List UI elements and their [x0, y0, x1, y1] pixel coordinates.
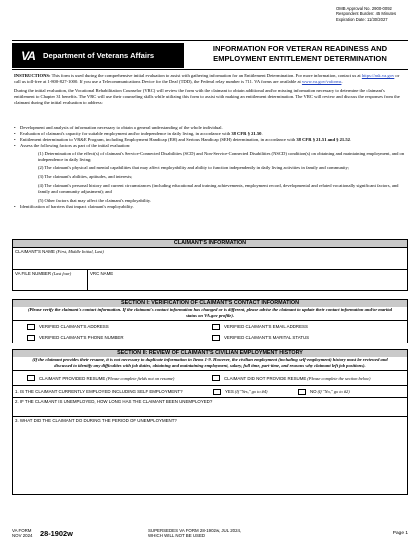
instructions: [14, 73, 406, 106]
question-2-label: 2. IF THE CLAIMANT IS UNEMPLOYED, HOW LONG HAS THE CLAIMANT BEEN UNEMPLOYED?: [15, 399, 213, 405]
supersedes-note: [148, 528, 241, 538]
resume-provided-option[interactable]: [27, 373, 212, 384]
form-title: [192, 44, 408, 63]
page-number: Page 1: [392, 531, 408, 536]
factor-list: [14, 151, 406, 204]
section-2-heading: SECTION II: REVIEW OF CLAIMANT'S CIVILIAN EMPLOYMENT HISTORY: [13, 350, 407, 357]
q1-no-option[interactable]: [298, 386, 350, 397]
bullet-item: • Development and analysis of information necessary to obtain a general understanding of the whole individual.: [14, 125, 406, 131]
verified-email-label: VERIFIED CLAIMANT'S EMAIL ADDRESS: [224, 324, 308, 330]
section-2: [12, 349, 408, 495]
bullet-item: • Identification of barriers that impact claimant's employability.: [14, 204, 406, 210]
q1-no-hint: (If "No," go to #2): [317, 389, 350, 395]
resume-not-provided-label: CLAIMANT DID NOT PROVIDE RESUME: [224, 375, 307, 381]
omb-info: [336, 6, 406, 22]
question-3-label: 3. WHAT DID THE CLAIMANT DO DURING THE PERIOD OF UNEMPLOYMENT?: [15, 418, 177, 424]
form-id-block: [12, 528, 33, 538]
cfr-reference: 38 CFR § 21.51 and § 21.52: [296, 136, 350, 142]
factor-item: (1) Determination of the effect(s) of claimant's Service-Connected Disabilities (SCD) and Non-Service-Connected Disabilities (NSCD) condition(s) on obtaining and maintaining employment, and on independence in daily living;: [38, 150, 405, 162]
instructions-text3: .: [341, 78, 343, 84]
section-2-note: (If the claimant provides their resume, it is not necessary to duplicate information in Items 1-9. However, the civilian employment (including self-employment) history must be reviewed and discussed to identify any difficulties with job duties, obtaining and maintaining employment, salary, full time, part-time, and reasons why claimant left job positions).: [13, 357, 407, 371]
verified-address-checkbox[interactable]: [27, 324, 35, 330]
section-1-note: (Please verify the claimant's contact information. If the claimant's contact information has changed or is different, please advise the claimant to update their contact information and/or marital status on VA.gov profile).: [13, 307, 407, 321]
supersedes-line2: WHICH WILL NOT BE USED: [148, 533, 206, 539]
agency-name: Department of Veterans Affairs: [43, 51, 155, 60]
form-title-line2: EMPLOYMENT ENTITLEMENT DETERMINATION: [213, 53, 387, 63]
q1-no-label: NO: [310, 389, 317, 395]
bullet-item: • Assess the following factors as part of the initial evaluation:: [14, 143, 406, 149]
q1-yes-option[interactable]: [213, 386, 298, 397]
instructions-para2: During the initial evaluation, the Vocational Rehabilitation Counselor (VRC) will review the form with the claimant to obtain additional and/or missing information necessary to determine the claimant's entitlement to Chapter 31 benefits. The VRC will use their counseling skills while utilizing this form to assist with making an entitlement determination. The VRC will review and discuss the responses from the claimant during the initial evaluation to address:: [14, 87, 400, 105]
evaluation-factors: [14, 125, 406, 210]
verified-address-label: VERIFIED CLAIMANT'S ADDRESS: [39, 324, 109, 330]
respondent-burden: Respondent Burden: 45 Minutes: [336, 11, 397, 17]
vrc-name-field[interactable]: [88, 270, 407, 290]
form-header: [12, 40, 408, 70]
resume-row: [13, 371, 407, 386]
vrc-name-label: VRC NAME: [90, 271, 114, 276]
va-file-number-hint: (Last four): [52, 271, 72, 276]
instructions-label: INSTRUCTIONS:: [14, 73, 51, 78]
bullet-text: Entitlement determination to VR&E Program, including Employment Handicap (EH) and Serious Handicap (SEH) determination, in accordance with: [20, 136, 297, 142]
agency-banner: [12, 43, 184, 68]
q1-no-checkbox[interactable]: [298, 389, 306, 395]
bullet-text: Evaluation of claimant's capacity for suitable employment and/or independence in daily living, in accordance with: [20, 130, 232, 136]
verified-email-option[interactable]: [212, 321, 308, 332]
resume-provided-hint: (Please complete fields not on resume): [106, 375, 175, 381]
q1-yes-hint: (If "Yes," go to #4): [234, 389, 268, 395]
resume-provided-label: CLAIMANT PROVIDED RESUME: [39, 375, 106, 381]
resume-provided-checkbox[interactable]: [27, 375, 35, 381]
form-number: 28-1902w: [40, 529, 73, 538]
va-file-number-label: VA FILE NUMBER: [15, 271, 53, 276]
cfr-reference: 38 CFR § 21.50: [231, 130, 262, 136]
question-3-field[interactable]: [13, 417, 407, 494]
supersedes-line1: SUPERSEDES VA FORM 28-1902w, JUL 2024,: [148, 528, 242, 533]
ask-va-link[interactable]: https://ask.va.gov: [361, 73, 395, 78]
factor-item: (3) The claimant's abilities, aptitudes, and interests;: [38, 174, 133, 180]
checkbox-row: [27, 321, 407, 332]
question-1-row: [13, 386, 407, 398]
q1-yes-checkbox[interactable]: [213, 389, 221, 395]
bullet-text: .: [349, 136, 352, 142]
form-label: VA FORM: [12, 528, 32, 533]
claimant-name-hint: (First, Middle Initial, Last): [56, 249, 104, 254]
form-title-line1: INFORMATION FOR VETERAN READINESS AND: [212, 44, 388, 53]
verified-marital-option[interactable]: [212, 332, 309, 343]
instructions-text1: This form is used during the comprehensive initial evaluation to assist with gathering information for an Entitlement Determination. For more information, contact us at: [50, 73, 362, 78]
verified-email-checkbox[interactable]: [212, 324, 220, 330]
claimant-info-heading: CLAIMANT'S INFORMATION: [13, 240, 407, 248]
q1-yes-label: YES: [225, 389, 234, 395]
instructions-text2: or call us toll-free at 1-800-827-1000. If you use a Telecommunications Device for the Deaf (TDD), the Federal relay number is 711. VA forms are available at: [14, 73, 400, 84]
verified-phone-checkbox[interactable]: [27, 335, 35, 341]
factor-item: (2) The claimant's physical and mental capabilities that may affect employability and ability to function independently in daily living activities in family and community;: [38, 165, 350, 171]
resume-not-provided-option[interactable]: [212, 373, 370, 384]
section-1: [12, 299, 408, 343]
claimant-name-field[interactable]: [13, 248, 407, 270]
claimant-name-label: CLAIMANT'S NAME: [15, 249, 57, 254]
checkbox-row: [27, 332, 407, 343]
verified-phone-label: VERIFIED CLAIMANT'S PHONE NUMBER: [39, 335, 124, 341]
form-date: NOV 2024: [12, 533, 33, 539]
question-2-field[interactable]: [13, 398, 407, 417]
verified-address-option[interactable]: [27, 321, 212, 332]
va-file-number-field[interactable]: [13, 270, 88, 290]
omb-approval: OMB Approval No. 2900-0092: [336, 6, 392, 11]
verified-marital-checkbox[interactable]: [212, 335, 220, 341]
factor-item: (5) Other factors that may affect the claimant's employability.: [38, 198, 152, 204]
bullet-text: .: [261, 130, 263, 136]
section-1-heading: SECTION I: VERIFICATION OF CLAIMANT'S CONTACT INFORMATION: [13, 300, 407, 307]
verified-marital-label: VERIFIED CLAIMANT'S MARITAL STATUS: [224, 335, 310, 341]
resume-not-provided-checkbox[interactable]: [212, 375, 220, 381]
section-1-checkboxes: [13, 321, 407, 343]
va-forms-link[interactable]: www.va.gov/vaforms: [301, 78, 342, 84]
question-1-label: 1. IS THE CLAIMANT CURRENTLY EMPLOYED INCLUDING SELF EMPLOYMENT?: [15, 389, 183, 395]
claimant-information: [12, 239, 408, 291]
va-logo-icon: VA: [21, 48, 35, 63]
instructions-para1: [14, 73, 406, 85]
expiration-date: Expiration Date: 11/30/2027: [336, 16, 388, 22]
file-vrc-row: [13, 270, 407, 290]
verified-phone-option[interactable]: [27, 332, 212, 343]
resume-not-provided-hint: (Please complete the section below): [307, 375, 371, 381]
factor-item: (4) The claimant's personal history and current circumstances (including educational and training achievements, employment record, developmental and related vocationally significant factors, and family and community adjustment); and: [38, 183, 399, 195]
